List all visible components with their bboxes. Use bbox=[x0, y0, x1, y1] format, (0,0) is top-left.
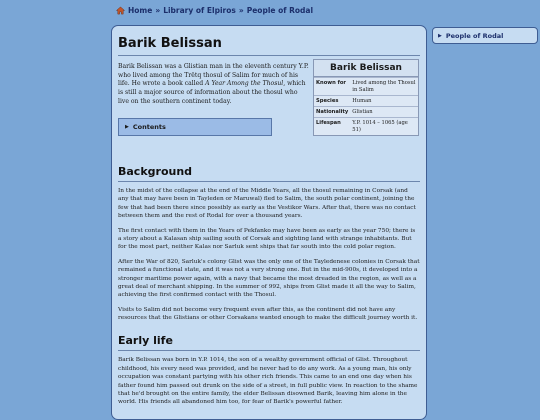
paragraph: In the midst of the collapse at the end of the Middle Years, all the thosul remaining in Corsak (and any that may have been in Tayleden or Maruwal) fled to Salim, the south polar continent, joining the few that had been there since possibly as early as the Vestikor Wars. After that, there was no contact between them and the rest of Rodal for over a thousand years. bbox=[118, 188, 416, 220]
home-icon[interactable] bbox=[116, 6, 125, 15]
page-title: Barik Belissan bbox=[118, 36, 420, 56]
infobox-table bbox=[314, 77, 418, 135]
paragraph: Barik Belissan was born in Y.P. 1014, the son of a wealthy government official of Glist. Throughout childhood, his every need was provided, and he never had to do any work. As a young man, his only occupation was constant partying with his other rich friends. This came to an end one day when his father found him passed out drunk on the side of a street, in full public view. In reaction to the shame that he'd brought on the entire family, the elder Belissan disowned Barik, leaving him alone in the world. His friends all abandoned him too, for fear of Barik's powerful father. bbox=[118, 357, 418, 406]
intro-section bbox=[118, 63, 420, 153]
infobox-key: Species bbox=[314, 96, 350, 107]
paragraph: The first contact with them in the Years of Pekfanko may have been as early as the year 750; there is a story about a Kalasan ship sailing south of Corsak and sighting land with strange inhabitants. But for the most part, neither Kalas nor Sarluk sent ships that far south into the cold polar region. bbox=[118, 227, 416, 251]
infobox-row bbox=[314, 78, 418, 96]
intro-text: , which is still a major source of information about the thosul who live on the southern continent today. bbox=[118, 80, 306, 105]
infobox bbox=[313, 59, 419, 136]
infobox-key: Lifespan bbox=[314, 118, 350, 136]
infobox-key: Known for bbox=[314, 78, 350, 96]
contents-label: Contents bbox=[132, 123, 166, 132]
section-heading-background: Background bbox=[118, 165, 420, 182]
infobox-key: Nationality bbox=[314, 107, 350, 118]
infobox-value: Y.P. 1014 – 1065 (age 51) bbox=[350, 118, 418, 136]
infobox-row bbox=[314, 107, 418, 118]
breadcrumb-separator: » bbox=[238, 6, 244, 15]
article-panel bbox=[111, 25, 427, 420]
contents-toggle[interactable] bbox=[118, 118, 272, 136]
sidebar-people-of-rodal-link[interactable] bbox=[432, 27, 538, 44]
infobox-row bbox=[314, 96, 418, 107]
intro-text: Barik Belissan was a Glistian man in the eleventh century Y.P. who lived among the Trëtq thosul of Salim for much of his life. He wrote a book called bbox=[118, 63, 309, 88]
breadcrumb-people-link[interactable]: People of Rodal bbox=[246, 6, 314, 15]
section-heading-early-life: Early life bbox=[118, 334, 420, 351]
paragraph: After the War of 820, Sarluk's colony Glist was the only one of the Tayledenese colonies in Corsak that remained a functional state, and it was not a very strong one. But in the mid-900s, it developed into a stronger maritime power again, with a navy that became the most dreaded in the region, as well as a great deal of merchant shipping. In the summer of 992, ships from Glist made it all the way to Salim, achieving the first confirmed contact with the Thosul. bbox=[118, 258, 420, 299]
paragraph: Visits to Salim did not become very frequent even after this, as the continent did not have any resources that the Glistians or other Corsakans wanted enough to make the difficult journey worth it. bbox=[118, 306, 418, 322]
breadcrumb-separator: » bbox=[155, 6, 161, 15]
infobox-value: Glistian bbox=[350, 107, 418, 118]
breadcrumb bbox=[116, 6, 313, 15]
breadcrumb-library-link[interactable]: Library of Elpiros bbox=[163, 6, 236, 15]
infobox-value: Human bbox=[350, 96, 418, 107]
infobox-title: Barik Belissan bbox=[314, 60, 418, 77]
book-title: A Year Among the Thosul bbox=[205, 80, 284, 88]
breadcrumb-home-link[interactable]: Home bbox=[128, 6, 153, 15]
intro-paragraph bbox=[118, 63, 310, 106]
sidebar-link-label: People of Rodal bbox=[445, 31, 504, 40]
triangle-right-icon: ▶ bbox=[438, 32, 442, 39]
infobox-value: Lived among the Thosul in Salim bbox=[350, 78, 418, 96]
infobox-row bbox=[314, 118, 418, 136]
triangle-right-icon: ▶ bbox=[125, 124, 129, 131]
